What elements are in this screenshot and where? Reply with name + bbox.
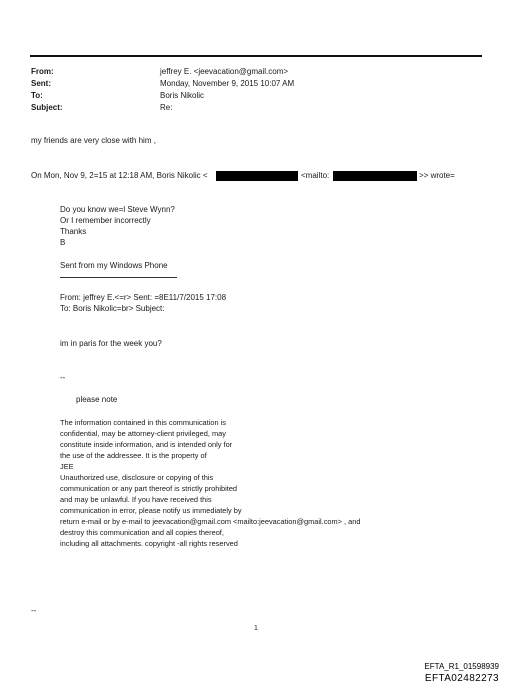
sent-label: Sent: bbox=[31, 79, 51, 88]
quote-header-mailto: <mailto: bbox=[301, 171, 330, 180]
disclaimer-line: and may be unlawful. If you have received this bbox=[60, 495, 212, 504]
signature: Sent from my Windows Phone bbox=[60, 261, 168, 270]
sent-value: Monday, November 9, 2015 10:07 AM bbox=[160, 79, 295, 88]
disclaimer-line: The information contained in this communication is bbox=[60, 418, 226, 427]
disclaimer-line: destroy this communication and all copies thereof, bbox=[60, 528, 224, 537]
to-value: Boris Nikolic bbox=[160, 91, 205, 100]
signature-rule bbox=[60, 277, 177, 278]
from-label: From: bbox=[31, 67, 54, 76]
subject-label: Subject: bbox=[31, 103, 63, 112]
redaction-box bbox=[333, 171, 417, 181]
from-value: jeffrey E. <jeevacation@gmail.com> bbox=[160, 67, 289, 76]
quote-header-suffix: >> wrote= bbox=[419, 171, 455, 180]
orig-body: im in paris for the week you? bbox=[60, 339, 162, 348]
quoted-line: Do you know we=l Steve Wynn? bbox=[60, 205, 175, 214]
disclaimer-line: the use of the addressee. It is the property of bbox=[60, 451, 207, 460]
orig-header-line: To: Boris Nikolic=br> Subject: bbox=[60, 304, 165, 313]
disclaimer-line: Unauthorized use, disclosure or copying of this bbox=[60, 473, 214, 482]
quoted-line: Thanks bbox=[60, 227, 87, 236]
disclaimer-line: JEE bbox=[60, 462, 74, 471]
quoted-line: B bbox=[60, 238, 66, 247]
please-note: please note bbox=[76, 395, 118, 404]
page-number: 1 bbox=[254, 625, 258, 632]
footer-id-2: EFTA02482273 bbox=[424, 673, 499, 684]
footer-id-1: EFTA_R1_01598939 bbox=[424, 662, 499, 671]
orig-header-line: From: jeffrey E.<=r> Sent: =8E11/7/2015 17:08 bbox=[60, 293, 227, 302]
disclaimer-line: confidential, may be attorney-client privileged, may bbox=[60, 429, 226, 438]
disclaimer-line: including all attachments. copyright -all rights reserved bbox=[60, 539, 238, 548]
disclaimer-line: return e-mail or by e-mail to jeevacation@gmail.com <mailto:jeevacation@gmail.com> , and bbox=[60, 517, 361, 526]
quote-header-prefix: On Mon, Nov 9, 2=15 at 12:18 AM, Boris Nikolic < bbox=[31, 171, 208, 180]
disclaimer-line: communication or any part thereof is strictly prohibited bbox=[60, 484, 238, 493]
reply-text: my friends are very close with him , bbox=[31, 136, 156, 145]
top-rule bbox=[30, 55, 482, 57]
disclaimer-line: constitute inside information, and is intended only for bbox=[60, 440, 233, 449]
redaction-box bbox=[216, 171, 298, 181]
to-label: To: bbox=[31, 91, 43, 100]
separator-dashes: -- bbox=[60, 373, 66, 382]
separator-dashes: -- bbox=[31, 606, 37, 615]
disclaimer-line: communication in error, please notify us immediately by bbox=[60, 506, 242, 515]
quoted-line: Or I remember incorrectly bbox=[60, 216, 151, 225]
subject-value: Re: bbox=[160, 103, 173, 112]
